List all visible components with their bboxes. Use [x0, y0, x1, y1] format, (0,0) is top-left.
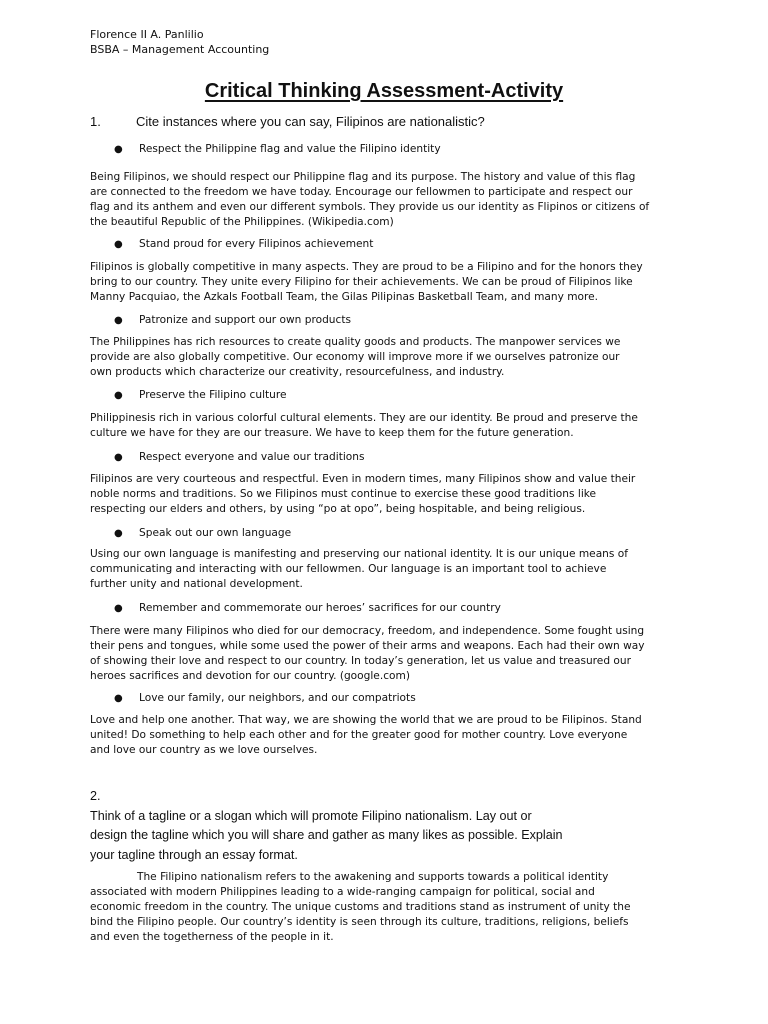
bullet-item-products: [114, 313, 351, 328]
bullet-item-culture: [114, 388, 287, 403]
paragraph-traditions: [90, 472, 690, 517]
paragraph-products: [90, 335, 690, 380]
question-2-line: design the tagline which you will share and gather as many likes as possible. Explain: [90, 828, 563, 842]
bullet-icon: ●: [114, 693, 123, 704]
essay-line: associated with modern Philippines leading to a wide-ranging campaign for political, social and: [90, 886, 595, 898]
paragraph-line: communicating and interacting with our fellowmen. Our language is an important tool to achieve: [90, 563, 607, 575]
paragraph-line: Love and help one another. That way, we are showing the world that we are proud to be Filipinos. Stand: [90, 714, 642, 726]
paragraph-line: provide are also globally competitive. Our economy will improve more if we ourselves patronize our: [90, 351, 620, 363]
question-2-number: 2.: [90, 789, 101, 803]
question-2: [90, 787, 563, 865]
bullet-item-achievement: [114, 237, 373, 252]
paragraph-love: [90, 713, 690, 758]
question-1-number: 1.: [90, 114, 101, 129]
paragraph-line: Using our own language is manifesting and preserving our national identity. It is our unique means of: [90, 548, 628, 560]
bullet-label: Speak out our own language: [139, 527, 292, 539]
author-course: BSBA – Management Accounting: [90, 43, 270, 56]
bullet-icon: ●: [114, 390, 123, 401]
paragraph-line: Philippinesis rich in various colorful cultural elements. They are our identity. Be proud and preserve the: [90, 412, 638, 424]
bullet-label: Preserve the Filipino culture: [139, 389, 287, 401]
bullet-icon: ●: [114, 144, 123, 155]
bullet-icon: ●: [114, 603, 123, 614]
essay-paragraph: [90, 870, 631, 945]
bullet-label: Love our family, our neighbors, and our compatriots: [139, 692, 416, 704]
essay-line: and even the togetherness of the people in it.: [90, 931, 334, 943]
bullet-label: Patronize and support our own products: [139, 314, 352, 326]
bullet-item-flag: [114, 142, 441, 157]
bullet-label: Remember and commemorate our heroes’ sacrifices for our country: [139, 602, 501, 614]
paragraph-line: flag and its anthem and even our different symbols. They provide us our identity as Flipinos or citizens of: [90, 201, 650, 213]
paragraph-line: united! Do something to help each other and for the greater good for mother country. Love everyone: [90, 729, 628, 741]
paragraph-line: culture we have for they are our treasure. We have to keep them for the future generation.: [90, 427, 574, 439]
question-2-line: your tagline through an essay format.: [90, 847, 298, 862]
bullet-label: Respect everyone and value our traditions: [139, 451, 365, 463]
bullet-icon: ●: [114, 315, 123, 326]
question-2-line: Think of a tagline or a slogan which will promote Filipino nationalism. Lay out or: [90, 808, 532, 823]
paragraph-heroes: [90, 624, 690, 684]
paragraph-line: Being Filipinos, we should respect our Philippine flag and its purpose. The history and value of this flag: [90, 171, 636, 183]
paragraph-line: their pens and tongues, while some used the power of their arms and weapons. Each had their own way: [90, 640, 645, 652]
bullet-label: Respect the Philippine flag and value the Filipino identity: [139, 143, 441, 155]
paragraph-flag: [90, 170, 690, 230]
paragraph-line: bring to our country. They unite every Filipino for their achievements. We can be proud of Filipinos like: [90, 276, 633, 288]
bullet-label: Stand proud for every Filipinos achievement: [139, 238, 374, 250]
paragraph-language: [90, 547, 690, 592]
paragraph-achievement: [90, 260, 690, 305]
paragraph-line: the beautiful Republic of the Philippines. (Wikipedia.com): [90, 216, 394, 228]
paragraph-line: There were many Filipinos who died for our democracy, freedom, and independence. Some fought using: [90, 625, 645, 637]
paragraph-line: Filipinos is globally competitive in many aspects. They are proud to be a Filipino and for the honors they: [90, 261, 643, 273]
bullet-icon: ●: [114, 239, 123, 250]
bullet-item-love: [114, 691, 416, 706]
paragraph-line: are connected to the freedom we have today. Encourage our fellowmen to participate and respect our: [90, 186, 633, 198]
paragraph-line: Filipinos are very courteous and respectful. Even in modern times, many Filipinos show and value their: [90, 473, 636, 485]
essay-line: The Filipino nationalism refers to the awakening and supports towards a political identity: [137, 871, 609, 883]
essay-line: bind the Filipino people. Our country’s identity is seen through its culture, traditions, religions, beliefs: [90, 916, 629, 928]
paragraph-line: of showing their love and respect to our country. In today’s generation, let us value and treasured our: [90, 655, 631, 667]
bullet-icon: ●: [114, 452, 123, 463]
paragraph-line: respecting our elders and others, by using “po at opo”, being hospitable, and being religious.: [90, 503, 586, 515]
paragraph-line: own products which characterize our creativity, resourcefulness, and industry.: [90, 366, 505, 378]
question-1-text: Cite instances where you can say, Filipinos are nationalistic?: [136, 114, 485, 129]
bullet-icon: ●: [114, 528, 123, 539]
bullet-item-traditions: [114, 450, 365, 465]
paragraph-line: noble norms and traditions. So we Filipinos must continue to exercise these good traditions like: [90, 488, 597, 500]
paragraph-line: heroes sacrifices and devotion for our country. (google.com): [90, 670, 410, 682]
bullet-item-heroes: [114, 601, 501, 616]
paragraph-line: further unity and national development.: [90, 578, 303, 590]
bullet-item-language: [114, 526, 291, 541]
essay-line: economic freedom in the country. The unique customs and traditions stand as instrument of unity the: [90, 901, 631, 913]
paragraph-culture: [90, 411, 690, 441]
author-name: Florence II A. Panlilio: [90, 28, 204, 41]
paragraph-line: and love our country as we love ourselves.: [90, 744, 318, 756]
document-title: Critical Thinking Assessment-Activity: [204, 80, 564, 102]
paragraph-line: The Philippines has rich resources to create quality goods and products. The manpower services we: [90, 336, 621, 348]
question-1: [90, 114, 485, 130]
paragraph-line: Manny Pacquiao, the Azkals Football Team, the Gilas Pilipinas Basketball Team, and many more.: [90, 291, 599, 303]
